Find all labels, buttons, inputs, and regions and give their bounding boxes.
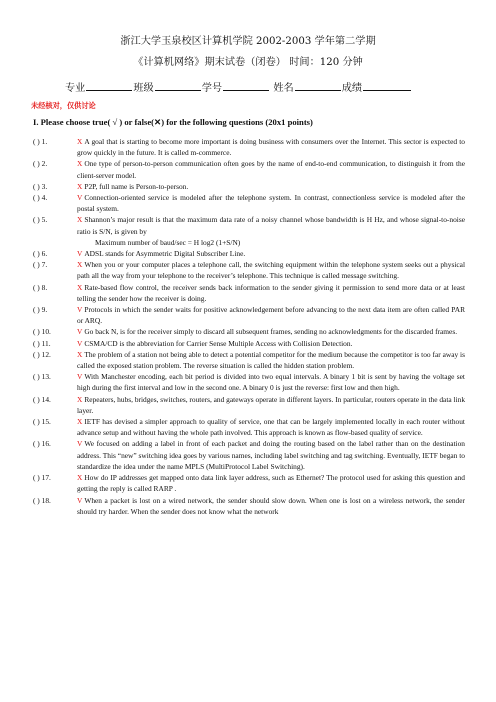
score-label: 成绩: [341, 83, 363, 94]
question-item: [33, 349, 465, 371]
unverified-note: 未经核对，仅供讨论: [31, 101, 96, 110]
answer-mark: V: [77, 305, 83, 315]
question-number: ( ) 7.: [33, 260, 48, 270]
question-item: [33, 394, 465, 416]
answer-mark: V: [77, 193, 83, 203]
answer-mark: X: [77, 260, 83, 270]
question-body: [77, 495, 465, 517]
question-text: When you or your computer places a telephone call, the switching equipment within the telephone system seeks out a physical path all the way from your telephone to the receiver’s telephone. This technique is called message switching.: [77, 260, 465, 281]
student-id-blank: [223, 81, 269, 91]
question-item: [33, 136, 465, 158]
student-info-fields: [65, 79, 465, 94]
question-text: CSMA/CD is the abbreviation for Carrier Sense Multiple Access with Collision Detection.: [84, 338, 353, 348]
answer-mark: V: [77, 495, 83, 505]
question-text: When a packet is lost on a wired network, the sender should slow down. When one is lost on a wireless network, the sender should try harder. When the sender does not know what the network: [77, 495, 465, 516]
question-item: [33, 192, 465, 214]
question-item: [33, 248, 465, 259]
score-blank: [363, 81, 411, 91]
question-text: One type of person-to-person communication often goes by the name of end-to-end communication, to distinguish it from the client-server model.: [77, 159, 465, 180]
question-body: [77, 472, 465, 494]
answer-mark: X: [77, 181, 83, 191]
question-item: [33, 304, 465, 326]
question-number: ( ) 11.: [33, 338, 51, 348]
question-body: [77, 282, 465, 304]
question-body: [77, 326, 465, 337]
question-number: ( ) 10.: [33, 327, 51, 337]
question-item: [33, 371, 465, 393]
question-item: [33, 416, 465, 438]
answer-mark: V: [77, 327, 83, 337]
question-number: ( ) 12.: [33, 349, 51, 359]
question-body: [77, 248, 465, 259]
answer-mark: V: [77, 249, 83, 259]
question-number: ( ) 5.: [33, 215, 48, 225]
question-body: [77, 136, 465, 158]
question-formula: Maximum number of baud/sec = H log2 (1+S/N): [95, 237, 241, 247]
question-text: Go back N, is for the receiver simply to discard all subsequent frames, sending no acknowledgments for the discarded frames.: [84, 327, 458, 337]
exam-header-subtitle: 《计算机网络》期末试卷（闭卷） 时间：120 分钟: [133, 57, 363, 68]
answer-mark: X: [77, 137, 83, 146]
question-item: [33, 259, 465, 281]
question-text: How do IP addresses get mapped onto data link layer address, such as Ethernet? The protocol used for asking this question and getting the reply is called RARP .: [77, 473, 465, 494]
question-text: Connection-oriented service is modeled after the telephone system. In contrast, connectionless service is modeled after the postal system.: [77, 193, 465, 214]
question-number: ( ) 9.: [33, 305, 48, 315]
question-number: ( ) 14.: [33, 394, 51, 404]
student-id-label: 学号: [201, 83, 223, 94]
answer-mark: X: [77, 394, 83, 404]
class-blank: [155, 81, 201, 91]
question-number: ( ) 2.: [33, 159, 48, 169]
answer-mark: V: [77, 439, 83, 449]
question-text: With Manchester encoding, each bit period is divided into two equal intervals. A binary 1 bit is sent by having the voltage set high during the first interval and low in the second one. A binary 0 is just the reverse: first low and then high.: [77, 372, 465, 393]
question-number: ( ) 3.: [33, 181, 48, 191]
question-number: ( ) 6.: [33, 249, 48, 259]
question-item: [33, 338, 465, 349]
answer-mark: X: [77, 473, 83, 483]
question-text: A goal that is starting to become more important is doing business with consumers over the Internet. This sector is expected to grow quickly in the future. It is called m-commerce.: [77, 137, 465, 158]
question-text: Repeaters, hubs, bridges, switches, routers, and gateways operate in different layers. In particular, routers operate in the data link layer.: [77, 394, 466, 415]
question-text: ADSL stands for Asymmetric Digital Subscriber Line.: [84, 249, 246, 259]
question-item: [33, 158, 465, 180]
name-blank: [295, 81, 341, 91]
question-number: ( ) 18.: [33, 495, 51, 505]
answer-mark: V: [77, 338, 83, 348]
question-number: ( ) 13.: [33, 372, 51, 382]
answer-mark: V: [77, 372, 83, 382]
question-body: [77, 394, 465, 416]
question-number: ( ) 17.: [33, 473, 51, 483]
answer-mark: X: [77, 215, 83, 225]
question-item: [33, 438, 465, 472]
question-item: [33, 214, 465, 248]
question-number: ( ) 4.: [33, 193, 48, 203]
question-text: The problem of a station not being able to detect a potential competitor for the medium because the competitor is too far away is called the exposed station problem. The reverse situation is called the hidden station problem.: [77, 349, 465, 371]
question-item: [33, 495, 465, 517]
question-number: ( ) 16.: [33, 439, 51, 449]
answer-mark: X: [77, 159, 83, 169]
question-body: [77, 304, 465, 326]
question-body: [77, 438, 465, 472]
question-body: [77, 371, 465, 393]
question-text: P2P, full name is Person-to-person.: [84, 181, 189, 191]
major-label: 专业: [65, 83, 86, 94]
question-body: [77, 416, 465, 438]
question-item: [33, 181, 465, 192]
answer-mark: X: [77, 417, 83, 427]
question-body: [77, 158, 465, 180]
question-text: Shannon’s major result is that the maximum data rate of a noisy channel whose bandwidth is H Hz, and whose signal-to-noise ratio is S/N, is given by: [77, 215, 465, 236]
question-body: [77, 259, 465, 281]
question-number: ( ) 8.: [33, 282, 48, 292]
major-blank: [86, 81, 132, 91]
question-text: Rate-based flow control, the receiver sends back information to the sender giving it permission to send more data or at least telling the sender how the receiver is doing.: [77, 282, 465, 303]
question-text: Protocols in which the sender waits for positive acknowledgement before advancing to the next data item are often called PAR or ARQ.: [77, 305, 465, 326]
question-body: [77, 214, 465, 248]
answer-mark: X: [77, 282, 83, 292]
section-title: I. Please choose true( √ ) or false(✕) for the following questions (20x1 points): [33, 117, 313, 127]
question-text: We focused on adding a label in front of each packet and doing the routing based on the label rather than on the destination address. This “new” switching idea goes by various names, including label switching and tag switching. Eventually, IETF began to standardize the idea under the name MPLS (MultiProtocol Label Switching).: [77, 439, 465, 471]
question-text: IETF has devised a simpler approach to quality of service, one that can be largely implemented locally in each router without advance setup and without having the whole path involved. This approach is known as flow-based quality of service.: [77, 417, 465, 438]
question-list: [33, 136, 465, 517]
question-body: [77, 338, 465, 349]
question-item: [33, 326, 465, 337]
question-number: ( ) 1.: [33, 137, 48, 146]
question-body: [77, 181, 465, 192]
answer-mark: X: [77, 349, 83, 359]
question-item: [33, 472, 465, 494]
class-label: 班级: [133, 83, 154, 94]
question-item: [33, 282, 465, 304]
question-body: [77, 192, 465, 214]
question-number: ( ) 15.: [33, 417, 51, 427]
exam-header-title: 浙江大学玉泉校区计算机学院 2002-2003 学年第二学期: [120, 36, 376, 47]
question-body: [77, 349, 465, 371]
name-label: 姓名: [273, 83, 294, 94]
